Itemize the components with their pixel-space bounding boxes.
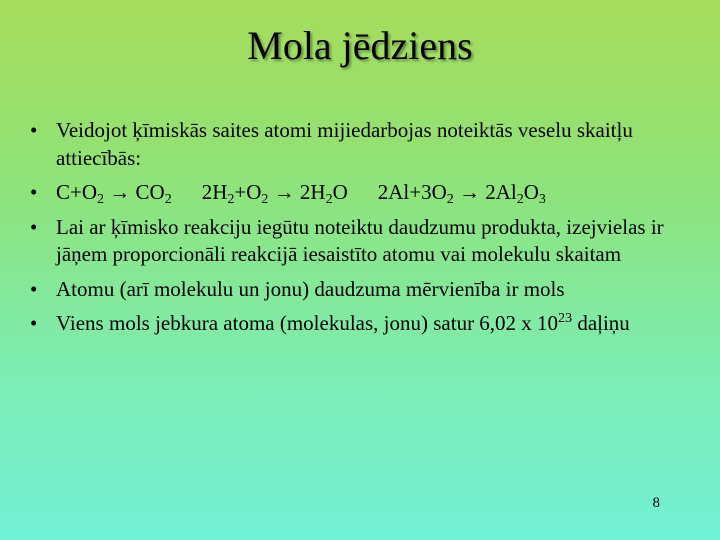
arrow-icon: → xyxy=(109,180,131,204)
arrow-icon: → xyxy=(273,180,295,204)
page-number: 8 xyxy=(652,495,660,511)
bullet-list xyxy=(28,117,678,345)
bullet-text: Atomu (arī molekulu un jonu) daudzuma mērvienība ir mols xyxy=(56,276,565,301)
bullet-item xyxy=(28,214,678,269)
slide-title: Mola jēdziens xyxy=(247,23,473,68)
bullet-text: Veidojot ķīmiskās saites atomi mijiedarbojas noteiktās veselu skaitļu attiecībās: xyxy=(56,118,633,170)
bullet-icon: • xyxy=(30,118,38,142)
equation-aluminium: $2Al+3O_2 \to 2Al_2O_3$ xyxy=(377,180,546,207)
bullet-item xyxy=(28,117,678,172)
bullet-text: Lai ar ķīmisko reakciju iegūtu noteiktu daudzumu produkta, izejvielas ir jāņem proporcionāli reakcijā iesaistīto atomu vai molekulu skaitam xyxy=(56,214,664,266)
bullet-icon: • xyxy=(30,311,38,335)
bullet-item-equations xyxy=(28,179,678,207)
bullet-item xyxy=(28,310,678,338)
equation-carbon: $C+O_2 \to CO_2$ xyxy=(56,180,172,207)
arrow-icon: → xyxy=(459,180,480,204)
bullet-icon: • xyxy=(30,214,38,239)
equation-hydrogen: $2H_2+O_2 \to 2H_2O$ xyxy=(201,180,348,207)
bullet-item xyxy=(28,276,678,304)
bullet-icon: • xyxy=(30,276,38,301)
bullet-text: Viens mols jebkura atoma (molekulas, jonu) satur 6,02 x $10^{23}$ daļiņu xyxy=(56,311,630,335)
bullet-icon: • xyxy=(30,180,38,204)
